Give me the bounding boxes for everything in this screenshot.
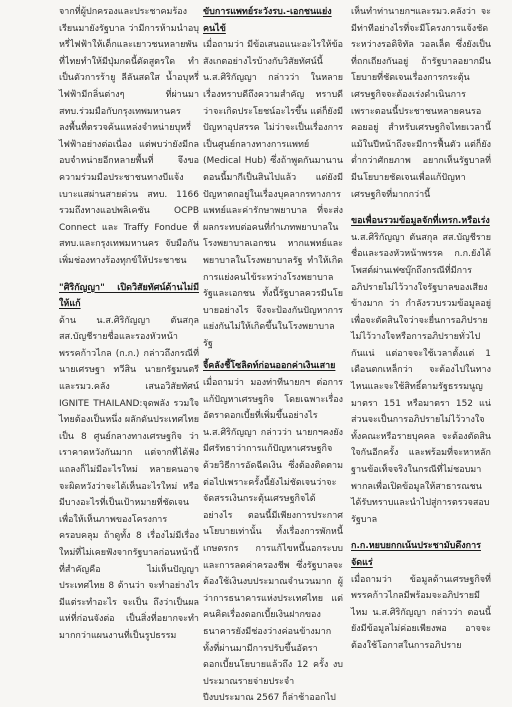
section-heading: ก.ก.หยบยกกเน้นประชามับดึงการจัดแร่ bbox=[351, 541, 481, 568]
article-column-1 bbox=[59, 4, 199, 641]
paragraph-gap bbox=[351, 203, 491, 213]
body-paragraph: เมื่อถามว่า มีข้อเสนอแนะอะไรให้ข้อสังเกตอย่างไรบ้างกับวิสัยทัศน์นี้ น.ส.ศิริกัญญา กล่าวว่า ในหลายเรื่องทราบดีถึงความสำคัญ ทราบดีว่าจะเกิดประโยชน์อะไรขึ้น แต่ก็ยังมีปัญหาอุปสรรค ไม่ว่าจะเป็นเรื่องการเป็นศูนย์กลางทางการแพทย์ (Medical Hub) ซึ่งถ้าพูดกันมานาน ตอนนี้มากีเป็นสินไปแล้ว แต่ยังมีปัญหาตกอยู่ในเรื่องบุคลากรทางการแพทย์และค่ารักษาพยาบาล ที่จะส่งผลกระทบต่อคนที่กำเภทพยาบาลในโรงพยาบาลเอกชน หากแพทย์และพยาบาลในโรงพยาบาลรัฐ ทำให้เกิดการแย่งคนไข้ระหว่างโรงพยาบาลรัฐและเอกชน ทั้งนี้รัฐบาลควรมีนโยบายอย่างไร จึงจะป้องกันปัญหาการแย่งกันไม่ให้เกิดขึ้นในโรงพยาบาลรัฐ bbox=[203, 40, 343, 349]
section-heading: จี้คลังชี้โซลิดท์ก่อนออกค่าเงินเสาย bbox=[203, 361, 336, 372]
section-heading: ขอเพื่อนรวมข้อมูลจักที่เทรก.หรือเร่ง bbox=[351, 216, 490, 227]
paragraph-gap bbox=[351, 528, 491, 538]
body-paragraph: น.ส.ศิริกัญญา ตันสกุล สส.บัญชีรายชื่อและรองหัวหน้าพรรค ก.ก.ยังได้โพสต์ผ่านเฟซบุ๊กถึงกรณีที่มีการอภิปรายไม่ไว้วางใจรัฐบาลของเสียงข้างมาก ว่า กำลังรวบรวมข้อมูลอยู่ เพื่อจะตัดสินใจว่าจะยื่นการอภิปรายไม่ไว้วางใจหรือการอภิปรายทั่วไปกันแน่ แต่อาจจะใช้เวลาตั้งแต่ 1 เดือนตกเหล็กว่า จะต้องไปในทางไหนและจะใช้สิทธิ์ตามรัฐธรรมนูญ มาตรา 151 หรือมาตรา 152 แน่ ส่วนจะเป็นการอภิปรายไม่ไว้วางใจทั้งคณะหรือรายบุคคล จะต้องตัดสินใจกันอีกครั้ง และพร้อมที่จะหาหลักฐานข้อเท็จจริงในกรณีที่ไม่ชอบมาพากลเพื่อเปิดข้อมูลให้สาธารณชนได้รับทราบและนำไปสู่การตรวจสอบรัฐบาล bbox=[351, 232, 491, 525]
article-column-3 bbox=[351, 4, 491, 651]
section-heading: ขับการแพทย์ระวังรบ.-เอกชนแย่งคนไข้ bbox=[203, 7, 332, 34]
paragraph-gap bbox=[59, 270, 199, 280]
body-paragraph: เห็นทำท่านายกฯและรมว.คลังว่า จะมีท่าทีอย่างไรที่จะมีโครงการแจ้งชัดระหว่างรอดิจิทัล วอลเล็ต ซึ่งยังเป็นที่ถกเถียงกันอยู่ ถ้ารัฐบาลอยากมีนโยบายที่ชัดเจนเรื่องการกระตุ้นเศรษฐกิจจะต้องเร่งดำเนินการ เพราะตอนนี้ประชาชนหลายคนรอคอยอยู่ สำหรับเศรษฐกิจไทยเวลานี้ แม้ในปีหน้าถึงจะมีการฟื้นตัว แต่ก็ยังต่ำกว่าศักยภาพ อยากเห็นรัฐบาลที่มีนโยบายชัดเจนเพื่อแก้ปัญหาเศรษฐกิจที่มากกว่านี้ bbox=[351, 7, 491, 200]
section-heading: "ศิริกัญญา" เปิดวิสัยทัศน์ด้านไม่มีให้แก้ bbox=[59, 282, 199, 310]
article-column-2 bbox=[203, 4, 343, 704]
body-paragraph: จากที่ผู้ปกครองและประชาคมร้องเรียนมายังรัฐบาล ว่ามีการห้ามนำอบุหรี่ไฟฟ้าให้เด็กและเยาวชนหลายพันที่ไทยทำให้มีปุ่มกดนี้ดัดสูตรใด ทำ เป็นตัวการร้ายู ลีลันสดใส น้ำอบุหรี่ไฟฟ้ามีกลิ่นต่างๆ ที่ผ่านมา สทบ.ร่วมมือกับกรุงเทพมหานคร ลงพื้นที่ตรวจค้นแหล่งจำหน่ายบุหรี่ไฟฟ้าอย่างต่อเนื่อง แต่พบว่ายังมีกลอบจำหน่ายอีกหลายพื้นที่ จึงขอความร่วมมือประชาชนทางบีแจ้งเบาะแสผ่านสายด่วน สทบ. 1166 รวมถึงทางแอปพลิเคชัน OCPB Connect และ Traffy Fondue ที่ สทบ.และกรุงเทพมหานคร จับมือกันเพิ่มช่องทางร้องทุกข์ให้ประชาชน bbox=[59, 7, 199, 266]
body-paragraph: เมื่อถามว่า ข้อมูลด้านเศรษฐกิจที่พรรคก้าวไกลมีพร้อมจะอภิปรายมีไหม น.ส.ศิริกัญญา กล่าวว่า ตอนนี้ยังมีข้อมูลไม่ค่อยเพียงพอ อาจจะต้องใช้โอกาสในการอภิปราย bbox=[351, 574, 491, 651]
body-paragraph: ด้าน น.ส.ศิริกัญญา ตันสกุล สส.บัญชีรายชื่อและรองหัวหน้าพรรคก้าวไกล (ก.ก.) กล่าวถึงกรณีที่นายเศรษฐา ทวีสิน นายกรัฐมนตรี และรมว.คลัง เสนอวิสัยทัศน์ IGNITE THAILAND:จุดพลัง รวมใจ ไทยต้องเป็นหนึ่ง ผลักดันประเทศไทยเป็น 8 ศูนย์กลางทางเศรษฐกิจ ว่า เราคาดหวังกันมาก แต่จากที่ได้ฟังแถลงก็ไม่มีอะไรใหม่ หลายคนอาจจะผิดหวังว่าจะได้เห็นอะไรใหม่ หรือมีบางอะไรที่เป็นเป้าหมายที่ชัดเจนเพื่อให้เห็นภาพของโครงการครอบคลุม ถ้าดูทั้ง 8 เรื่องไม่มีเรื่องใหม่ที่ไม่เคยฟังจากรัฐบาลก่อนหน้านี้ ที่สำคัญคือ ไม่เห็นปัญญาประเทศไทย 8 ด้านว่า จะทำอย่างไร มีแต่ระทำอะไร จะเป็น ถึงว่าเป็นผลแห่ที่ก่อนจังต่อ เป็นสิ่งที่อยากจะทำมากกว่าแผนงานที่เป็นรูปธรรม bbox=[59, 315, 199, 641]
body-paragraph: เมื่อถามว่า มองท่าทีนายกฯ ต่อการแก้ปัญหาเศรษฐกิจ โดยเฉพาะเรื่องอัตราดอกเบี้ยที่เพิ่มขึ้นอย่างไร น.ส.ศิริกัญญา กล่าวว่า นายกฯคงยังมีศรัทธาว่าการแก้ปัญหาเศรษฐกิจด้วยวิธีการอัดฉีดเงิน ซึ่งต้องติดตามต่อไปเพราะครั้งนี้ยังไม่ชัดเจนว่าจะจัดสรรเงินกระตุ้นเศรษฐกิจได้อย่างไร ตอนนี้มีเพียงการประกาศนโยบายเท่านั้น ทั้งเรื่องการพักหนี้เกษตรกร การแก้ไขหนี้นอกระบบ และการลดค่าครองชีพ ซึ่งรัฐบาลจะต้องใช้เงินงบประมาณจำนวนมาก ผู้ว่าการธนาคารแห่งประเทศไทย แต่คนคิดเรื่องดอกเบี้ยเงินฝากของธนาคารยังมีช่องว่างค่อนข้างมาก ทั้งที่ผ่านมามีการปรับขึ้นอัตราดอกเบี้ยนโยบายแล้วถึง 12 ครั้ง งบประมาณรายจ่ายประจำปีงบประมาณ 2567 ก็ล่าช้าออกไป bbox=[203, 378, 343, 704]
